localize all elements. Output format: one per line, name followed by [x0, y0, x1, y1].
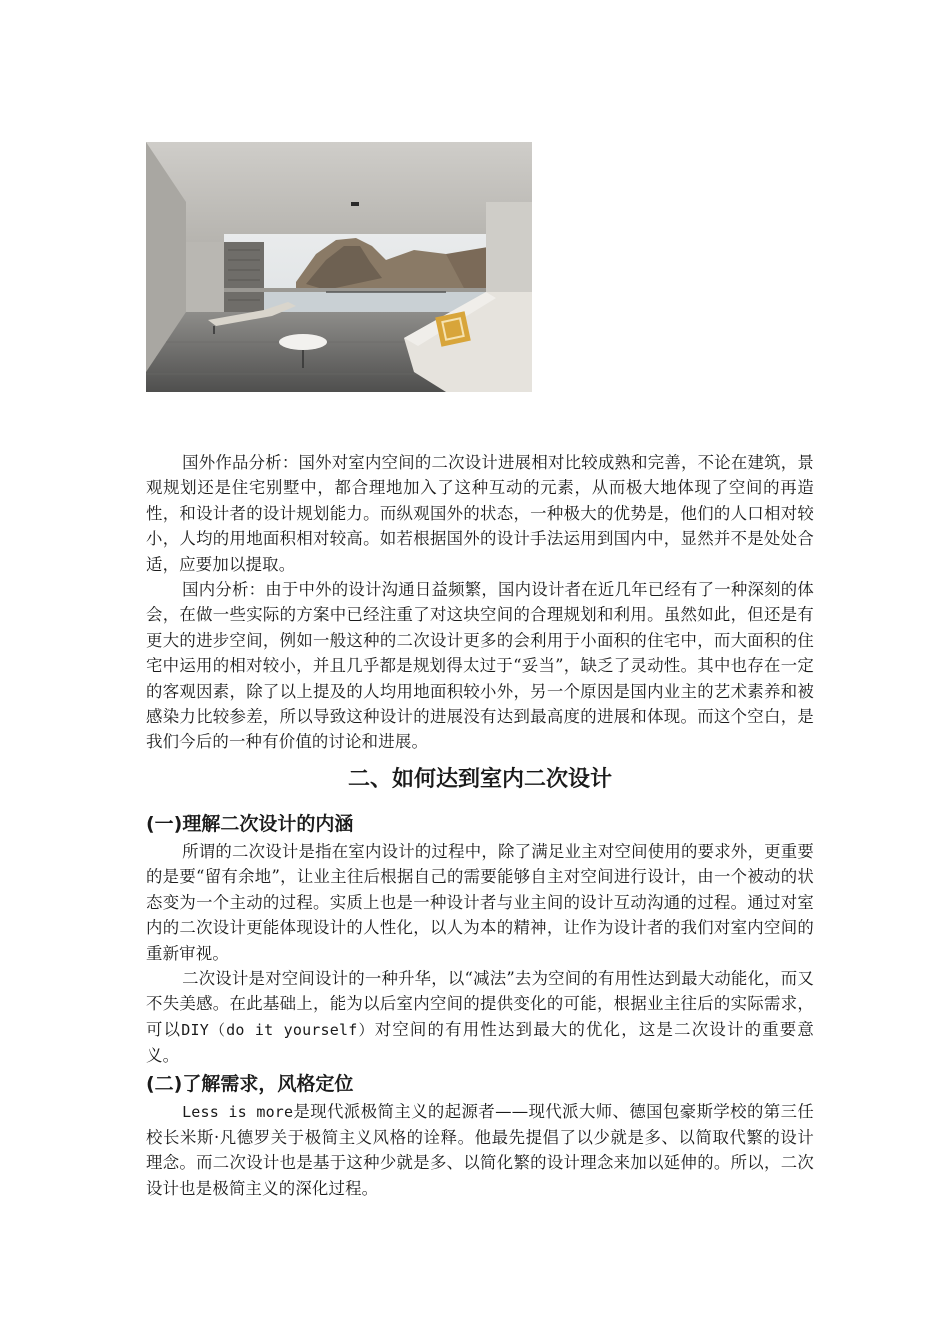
- subheading-2: (二)了解需求，风格定位: [146, 1072, 354, 1095]
- paragraph-text: 对空间的有用性达到最大的优化，这是二次设计的重要意义。: [146, 1019, 815, 1066]
- section-heading: 二、如何达到室内二次设计: [347, 766, 612, 792]
- paragraph-text: 是现代派极简主义的起源者——现代派大师、德国包豪斯学校的第三任校长米斯·凡德罗关于极简主义风格的诠释。他最先提倡了以少就是多、以简取代繁的设计理念。而二次设计也是基于这种少就是多、以简化繁的设计理念来加以延伸的。所以，二次设计也是极简主义的深化过程。: [146, 1101, 814, 1198]
- paragraph-secondary-design-definition: 所谓的二次设计是指在室内设计的过程中，除了满足业主对空间使用的要求外，更重要的是要“留有余地”，让业主往后根据自己的需要能够自主对空间进行设计，由一个被动的状态变为一个主动的过程。实质上也是一种设计者与业主间的设计互动沟通的过程。通过对室内的二次设计更能体现设计的人性化，以人为本的精神，让作为设计者的我们对室内空间的重新审视。: [146, 841, 814, 963]
- article-body: [146, 450, 814, 1201]
- paragraph-less-is-more: [146, 1099, 814, 1202]
- less-is-more-term: Less is more: [182, 1102, 294, 1121]
- paragraph-domestic-analysis: 国内分析：由于中外的设计沟通日益频繁，国内设计者在近几年已经有了一种深刻的体会，在做一些实际的方案中已经注重了对这块空间的合理规划和利用。虽然如此，但还是有更大的进步空间，例如一般这种的二次设计更多的会利用于小面积的住宅中，而大面积的住宅中运用的相对较小，并且几乎都是规划得太过于“妥当”，缺乏了灵动性。其中也存在一定的客观因素，除了以上提及的人均用地面积较小外，另一个原因是国内业主的艺术素养和被感染力比较参差，所以导致这种设计的进展没有达到最高度的进展和体现。而这个空白，是我们今后的一种有价值的讨论和进展。: [146, 580, 814, 752]
- interior-photo: [146, 142, 532, 392]
- paragraph-text: 二次设计是对空间设计的一种升华，以“减法”去为空间的有用性达到最大动能化，而又不失美感。在此基础上，能为以后室内空间的提供变化的可能，根据业主往后的实际需求，可以: [146, 968, 814, 1039]
- subheading-1: (一)理解二次设计的内涵: [146, 812, 354, 835]
- paragraph-secondary-design-meaning: [146, 966, 814, 1069]
- paragraph-foreign-analysis: 国外作品分析：国外对室内空间的二次设计进展相对比较成熟和完善，不论在建筑，景观规划还是住宅别墅中，都合理地加入了这种互动的元素，从而极大地体现了空间的再造性，和设计者的设计规划能力。而纵观国外的状态，一种极大的优势是，他们的人口相对较小，人均的用地面积相对较高。如若根据国外的设计手法运用到国内中，显然并不是处处合适，应要加以提取。: [146, 453, 814, 574]
- interior-photo-illustration: [146, 142, 532, 392]
- diy-term: DIY（do it yourself）: [181, 1020, 375, 1039]
